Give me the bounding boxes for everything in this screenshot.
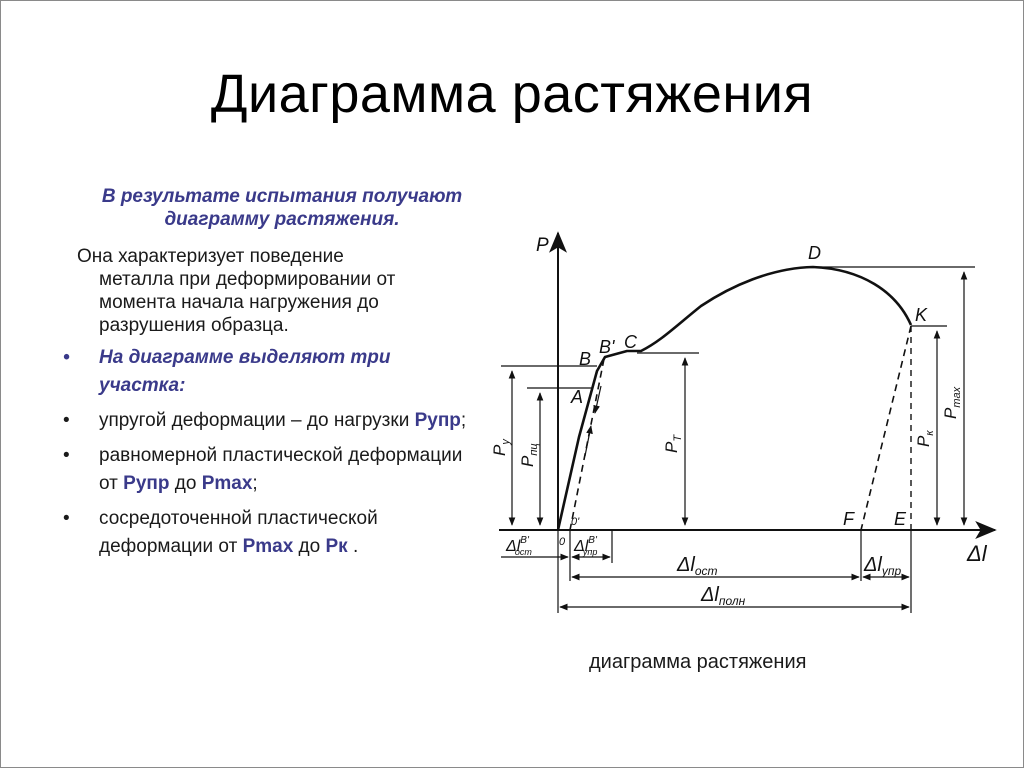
point-label-o: 0: [559, 536, 566, 548]
point-label-a: A: [571, 387, 584, 407]
item-text: упругой деформации – до нагрузки: [99, 410, 415, 431]
label-ppc: $P_{пц}$: [518, 443, 540, 467]
point-label-c: C: [624, 332, 637, 352]
point-label-f: F: [843, 509, 854, 529]
slide-title: Диаграмма растяжения: [210, 64, 814, 124]
diagram-caption: диаграмма растяжения: [589, 651, 807, 673]
x-axis-label: Δl: [967, 541, 987, 566]
point-label-d: D: [808, 243, 821, 263]
unloading-line-k: [861, 326, 911, 530]
label-dl-ost-b: $\Delta l^{B'}$ ост: [506, 535, 532, 557]
y-axis-label: P: [536, 235, 549, 256]
item-text: до: [293, 536, 326, 557]
item-text: сосредоточенной пластической деформации от: [99, 508, 378, 557]
paragraph-rest: металла при деформировании от момента начала нагружения до разрушения образца.: [99, 269, 396, 336]
item-text: .: [347, 536, 359, 557]
load-term: Рупр: [414, 410, 461, 431]
label-dl-poln: $\Delta l_{полн}$: [701, 584, 746, 608]
point-label-k: K: [915, 305, 928, 325]
point-label-e: E: [894, 509, 907, 529]
paragraph-first-line: Она характеризует поведение: [77, 246, 344, 267]
label-pt: $P_T$: [662, 434, 684, 453]
lead-text: В результате испытания получают диаграмму растяжения.: [101, 186, 463, 230]
load-term: Рmax: [242, 536, 294, 557]
bullet-marker: •: [63, 347, 70, 368]
bullet-marker: •: [63, 508, 70, 529]
label-dl-ost: $\Delta l_{ост}$: [677, 554, 718, 578]
item-text: ;: [252, 473, 258, 494]
tension-diagram: [1, 1, 1023, 767]
load-term: Рк: [325, 536, 348, 557]
reload-arrow-up: [585, 426, 591, 456]
label-pk: $P_к$: [914, 430, 936, 447]
tension-curve: [558, 267, 911, 530]
label-dl-upr: $\Delta l_{упр}$: [864, 554, 902, 578]
load-term: Рmax: [201, 473, 253, 494]
point-label-o-prime: 0': [571, 516, 580, 528]
point-label-b: B: [579, 349, 592, 369]
point-label-b-prime: B': [599, 337, 615, 357]
item-text: до: [169, 473, 202, 494]
item-text: равномерной пластической деформации от: [99, 445, 463, 494]
bullet-marker: •: [63, 410, 70, 431]
label-dl-upr-b: $\Delta l^{B'}$ упр: [574, 535, 598, 557]
label-py: $P_y$: [490, 439, 512, 456]
item-text: ;: [460, 410, 467, 431]
item-text: На диаграмме выделяют три участка:: [99, 347, 391, 396]
load-term: Рупр: [123, 473, 170, 494]
bullet-marker: •: [63, 445, 70, 466]
label-pmax: $P_{max}$: [941, 386, 963, 419]
